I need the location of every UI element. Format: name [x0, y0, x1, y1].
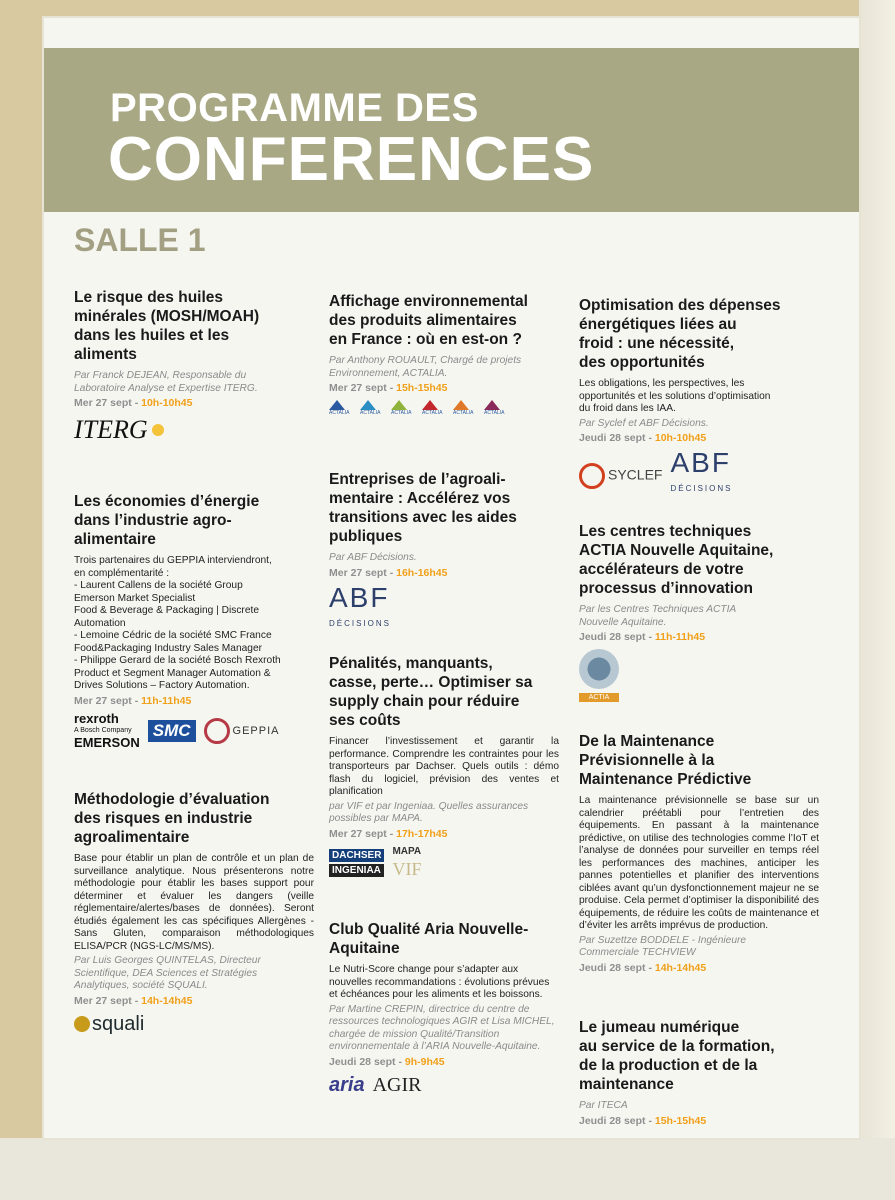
talk-day: Jeudi 28 sept - [579, 631, 655, 643]
talk-day: Mer 27 sept - [74, 694, 142, 707]
mapa-logo: MAPA [392, 845, 422, 857]
abf-logo: ABF DÉCISIONS [329, 581, 392, 628]
actalia-label: ACTALIA [329, 410, 350, 416]
talk-schedule [329, 567, 559, 579]
room-title: SALLE 1 [74, 222, 206, 258]
talk-time: 10h-10h45 [141, 397, 193, 409]
talk-day: Jeudi 28 sept - [579, 432, 655, 444]
talk-day: Jeudi 28 sept - [329, 1055, 405, 1068]
floor [0, 1138, 895, 1200]
talk-card [329, 654, 559, 880]
talk-card [579, 732, 819, 974]
talk-speaker: Par Syclef et ABF Décisions. [579, 417, 709, 429]
talk-description: Trois partenaires du GEPPIA interviendront, en complémentarité : - Laurent Callens de la société Group Emerson Market Specialist Food & Beverage & Packaging | Discrete Automation - Lemoine Cédric de la société SMC France Food&Packaging Industry Sales Manager - Philippe Gerard de la société Bosch Rexroth Product et Segment Manager Automation & Drives Solutions – Factory Automation. [74, 555, 281, 691]
talk-speaker: par VIF et par Ingeniaa. Quelles assurances possibles par MAPA. [329, 800, 529, 824]
talk-time: 14h-14h45 [654, 961, 707, 974]
actalia-logos [329, 400, 559, 416]
talk-title: Entreprises de l’agroali- mentaire : Accélérez vos transitions avec les aides publiques [329, 471, 517, 545]
background-edge [859, 0, 895, 1200]
iterg-dot-icon [152, 424, 164, 436]
talk-time: 11h-11h45 [141, 694, 192, 707]
talk-time: 17h-17h45 [396, 827, 448, 840]
actalia-label: ACTALIA [484, 410, 505, 416]
flag-icon [453, 400, 469, 410]
vif-logo: VIF [392, 858, 422, 879]
talk-schedule [579, 1115, 819, 1127]
smc-logo: SMC [148, 720, 196, 742]
talk-speaker: Par Suzettze BODDELE - Ingénieure Commerciale TECHVIEW [579, 934, 747, 958]
actalia-label: ACTALIA [453, 410, 474, 416]
talk-speaker: Par Martine CREPIN, directrice du centre de ressources technologiques AGIR et Lisa MICHEL, chargée de mission Qualité/Transition environnementale à l’ARIA Nouvelle-Aquitaine. [329, 1003, 555, 1052]
agir-logo: AGIR [372, 1073, 422, 1096]
actalia-flag-logo [422, 400, 443, 416]
flag-icon [391, 400, 407, 410]
talk-day: Mer 27 sept - [74, 397, 142, 409]
sponsor-logos [74, 1013, 314, 1036]
actalia-flag-logo [391, 400, 412, 416]
talk-speaker: Par les Centres Techniques ACTIA Nouvelle Aquitaine. [579, 604, 737, 628]
ingeniaa-logo: INGENIAA [329, 864, 384, 877]
talk-title: Pénalités, manquants, casse, perte… Optimiser sa supply chain pour réduire ses coûts [329, 655, 533, 729]
sponsor-logos [579, 649, 819, 702]
talk-schedule [329, 828, 559, 840]
poster-board [44, 18, 859, 1138]
header-line1: PROGRAMME DES [110, 86, 479, 130]
talk-card [74, 288, 314, 445]
squali-ball-icon [74, 1016, 90, 1032]
talk-description: La maintenance prévisionnelle se base sur un calendrier préétabli pour l’entretien des équipements. En passant à la maintenance prédictive, on utilise des technologies comme l’IoT et l’analyse de données pour surveiller en temps réel les performances des machines, anticiper les pannes potentielles et planifier des interventions ciblées avant qu’un dysfonctionnement majeur ne se produise. Cela permet d’optimiser la disponibilité des équipements, de réduire les coûts de maintenance et d’éviter les arrêts imprévus de production. [579, 795, 819, 931]
talk-title: Affichage environnemental des produits alimentaires en France : où en est-on ? [329, 293, 528, 348]
actalia-flag-logo [484, 400, 505, 416]
geppia-logo: GEPPIA [204, 718, 280, 744]
talk-title: De la Maintenance Prévisionnelle à la Maintenance Prédictive [579, 733, 752, 788]
actalia-label: ACTALIA [391, 410, 412, 416]
rexroth-logo: rexroth A Bosch Company EMERSON [74, 710, 140, 750]
talk-schedule [74, 995, 314, 1007]
talk-card [329, 470, 559, 637]
iterg-logo: ITERG [74, 415, 148, 444]
talk-time: 15h-15h45 [396, 382, 448, 394]
talk-title: Les économies d’énergie dans l’industrie agro- alimentaire [74, 493, 260, 548]
talk-time: 10h-10h45 [654, 432, 707, 444]
talk-description: Les obligations, les perspectives, les opportunités et les solutions d’optimisation du froid dans les IAA. [579, 378, 771, 414]
talk-time: 16h-16h45 [396, 566, 448, 579]
talk-card [579, 296, 819, 502]
talk-title: Le jumeau numérique au service de la formation, de la production et de la maintenance [579, 1019, 775, 1093]
talk-day: Mer 27 sept - [74, 994, 142, 1007]
talk-day: Jeudi 28 sept - [579, 1114, 655, 1127]
sponsor-logos [74, 415, 314, 445]
talk-speaker: Par Franck DEJEAN, Responsable du Laboratoire Analyse et Expertise ITERG. [74, 370, 258, 394]
talk-title: Méthodologie d’évaluation des risques en industrie agroalimentaire [74, 791, 270, 846]
squali-logo: squali [74, 1013, 144, 1036]
talk-title: Le risque des huiles minérales (MOSH/MOAH) dans les huiles et les aliments [74, 289, 260, 363]
talk-day: Mer 27 sept - [329, 382, 397, 394]
sponsor-logos [74, 710, 314, 750]
sponsor-logos [579, 447, 819, 502]
talk-schedule [579, 631, 819, 643]
talk-day: Mer 27 sept - [329, 566, 397, 579]
talk-speaker: Par ABF Décisions. [329, 552, 417, 563]
talk-card [579, 522, 819, 702]
actalia-flag-logo [453, 400, 474, 416]
dachser-logo: DACHSER [329, 849, 384, 862]
actia-tree-icon [579, 649, 619, 689]
actalia-flag-logo [329, 400, 350, 416]
talk-schedule [74, 397, 314, 409]
talk-schedule [329, 1056, 559, 1068]
aria-logo: aria [329, 1073, 365, 1096]
header-line2: CONFERENCES [108, 125, 595, 194]
talk-speaker: Par Luis Georges QUINTELAS, Directeur Scientifique, DEA Sciences et Stratégies Analytiques, société SQUALI. [74, 955, 261, 991]
talk-title: Les centres techniques ACTIA Nouvelle Aquitaine, accélérateurs de votre processus d’innovation [579, 523, 774, 597]
flag-icon [484, 400, 500, 410]
talk-day: Mer 27 sept - [329, 827, 397, 840]
talk-description: Financer l’investissement et garantir la performance. Comprendre les contraintes pour les transporteurs par Dachser. Quels outils : démo flash du logiciel, prévision des ventes et planification [329, 736, 559, 797]
talk-time: 9h-9h45 [404, 1055, 445, 1068]
talk-speaker: Par Anthony ROUAULT, Chargé de projets Environnement, ACTALIA. [329, 355, 522, 379]
flag-icon [422, 400, 438, 410]
talk-schedule [579, 962, 819, 974]
talk-time: 14h-14h45 [141, 994, 193, 1007]
talk-schedule [329, 382, 559, 394]
talk-schedule [74, 695, 314, 707]
talk-title: Club Qualité Aria Nouvelle- Aquitaine [329, 921, 529, 957]
actalia-label: ACTALIA [360, 410, 381, 416]
talk-speaker: Par ITECA [579, 1100, 628, 1111]
actalia-flag-logo [360, 400, 381, 416]
talk-card [579, 1018, 819, 1127]
talk-description: Base pour établir un plan de contrôle et un plan de surveillance analytique. Nous présenterons notre méthodologie pour établir les bases support pour déterminer et évaluer les dangers (veille réglementaire/alertes/bases de données). Seront étudiés également les cas spécifiques Allergènes - Sans Gluten, comparaison méthodologiques ELISA/PCR (NGS-LC/MS/MS). [74, 853, 314, 952]
flag-icon [329, 400, 345, 410]
sponsor-logos [329, 581, 559, 637]
talk-description: Le Nutri-Score change pour s’adapter aux nouvelles recommandations : évolutions prévues et échéances pour les aliments et les boissons. [329, 964, 550, 1000]
actalia-label: ACTALIA [422, 410, 443, 416]
header-banner [44, 48, 859, 212]
talk-time: 15h-15h45 [654, 1114, 707, 1127]
talk-title: Optimisation des dépenses énergétiques liées au froid : une nécessité, des opportunités [579, 297, 781, 371]
talk-time: 11h-11h45 [654, 631, 706, 643]
talk-card [74, 492, 314, 749]
talk-card [329, 292, 559, 416]
talk-day: Jeudi 28 sept - [579, 961, 655, 974]
talk-card [74, 790, 314, 1036]
sponsor-logos [329, 1074, 559, 1097]
flag-icon [360, 400, 376, 410]
syclef-logo: SYCLEF [579, 463, 662, 489]
actia-logo: ACTIA [579, 693, 619, 702]
abf-logo: ABF DÉCISIONS [670, 447, 733, 493]
syclef-ring-icon [579, 463, 605, 489]
talk-schedule [579, 432, 819, 444]
sponsor-logos [329, 846, 559, 880]
talk-card [329, 920, 559, 1097]
geppia-ring-icon [204, 718, 230, 744]
